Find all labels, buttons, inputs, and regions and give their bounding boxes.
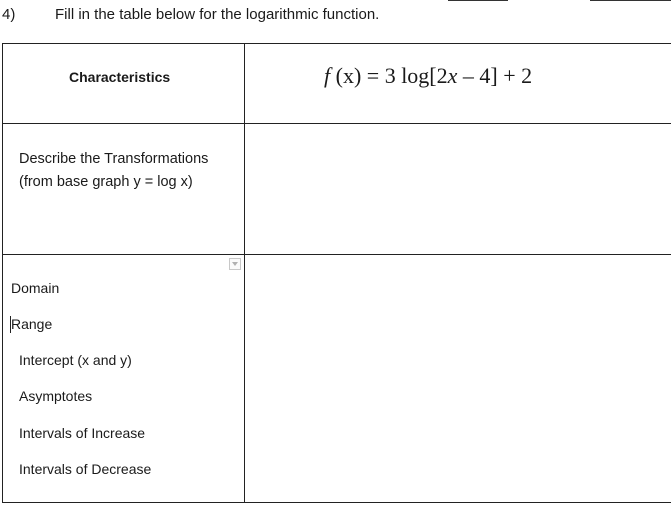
transformations-line: (from base graph y = log x) — [19, 174, 193, 190]
text-cursor — [10, 316, 11, 333]
range-label: Range — [11, 316, 53, 332]
intercept-label: Intercept (x and y) — [19, 352, 132, 368]
transformations-cell — [19, 148, 208, 194]
table-border-top — [2, 43, 671, 44]
formula-tail: – 4] + 2 — [457, 63, 533, 88]
answer-cell-transformations[interactable] — [245, 124, 671, 254]
intervals-increase-label: Intervals of Increase — [19, 425, 146, 441]
question-prompt: Fill in the table below for the logarithmic function. — [55, 6, 380, 23]
top-rule-segment — [590, 0, 671, 1]
table-border-left — [2, 43, 3, 503]
formula-arg: (x) — [335, 63, 362, 88]
answer-cell-characteristics[interactable] — [245, 255, 671, 502]
question-number: 4) — [2, 6, 16, 23]
characteristics-header: Characteristics — [69, 69, 171, 85]
table-border-bottom — [2, 502, 671, 503]
formula-f: f — [324, 63, 331, 88]
top-rule-segment — [448, 0, 508, 1]
formula-var: x — [447, 63, 458, 88]
domain-label: Domain — [11, 280, 60, 296]
asymptotes-label: Asymptotes — [19, 388, 93, 404]
transformations-line: Describe the Transformations — [19, 151, 209, 167]
function-formula — [324, 63, 532, 89]
dropdown-arrow-icon[interactable] — [229, 258, 241, 270]
intervals-decrease-label: Intervals of Decrease — [19, 461, 152, 477]
formula-rhs: = 3 log[2 — [361, 63, 448, 88]
